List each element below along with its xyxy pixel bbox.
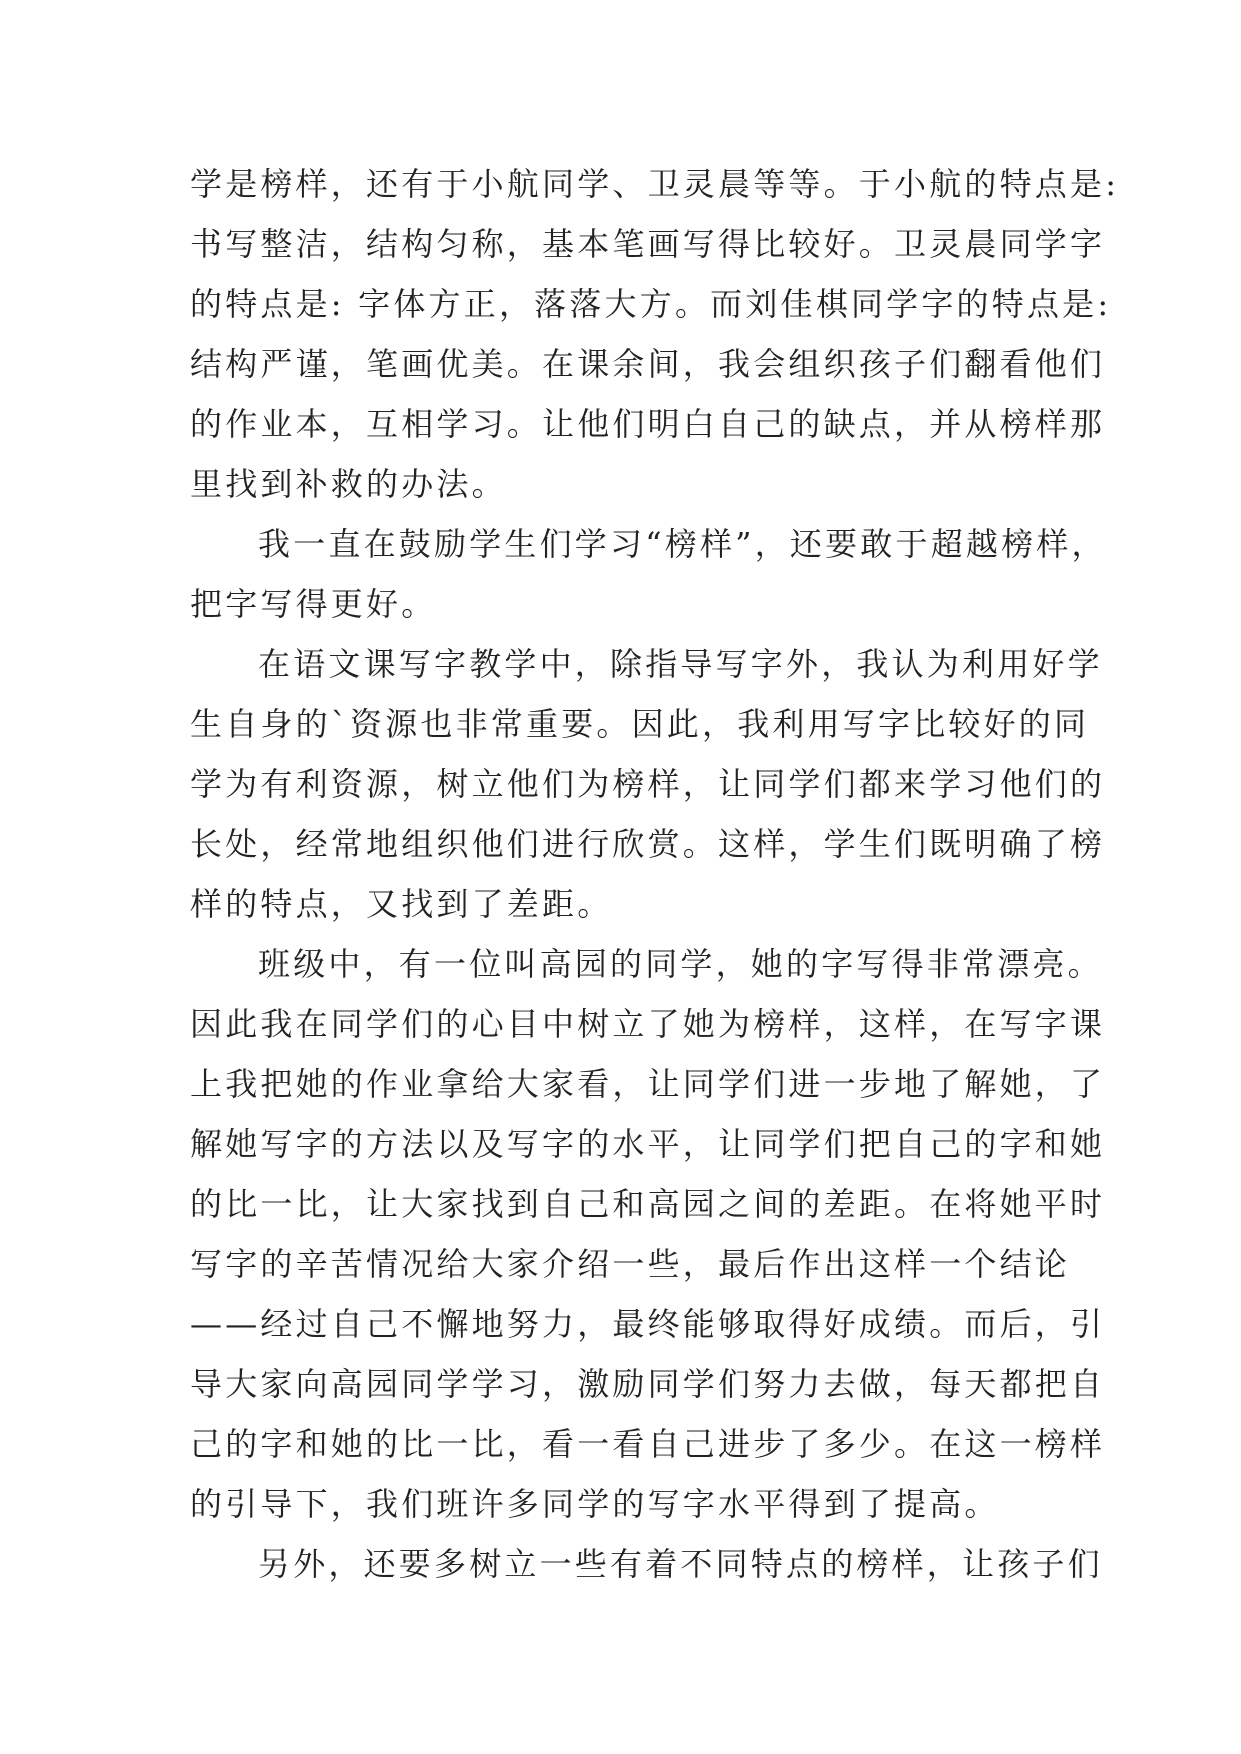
paragraph-first-line: 我一直在鼓励学生们学习“榜样”，还要敢于超越榜样，: [258, 525, 1107, 563]
paragraph-first-line: 另外，还要多树立一些有着不同特点的榜样，让孩子们: [258, 1545, 1103, 1583]
paragraph-first-line: 在语文课写字教学中，除指导写字外，我认为利用好学: [258, 645, 1103, 683]
body-text: [190, 154, 1120, 1594]
text-line: 解她写字的方法以及写字的水平，让同学们把自己的字和她: [190, 1125, 1106, 1163]
text-line: 因此我在同学们的心目中树立了她为榜样，这样，在写字课: [190, 1005, 1106, 1043]
text-line: 学为有利资源，树立他们为榜样，让同学们都来学习他们的: [190, 765, 1106, 803]
text-line: 导大家向高园同学学习，激励同学们努力去做，每天都把自: [190, 1365, 1106, 1403]
text-line: ——经过自己不懈地努力，最终能够取得好成绩。而后，引: [190, 1305, 1106, 1343]
text-line: 的比一比，让大家找到自己和高园之间的差距。在将她平时: [190, 1185, 1106, 1223]
paragraph-first-line: 班级中，有一位叫高园的同学，她的字写得非常漂亮。: [258, 945, 1103, 983]
text-line: 的作业本，互相学习。让他们明白自己的缺点，并从榜样那: [190, 405, 1106, 443]
text-line: 学是榜样，还有于小航同学、卫灵晨等等。于小航的特点是:: [190, 165, 1120, 203]
text-line: 样的特点，又找到了差距。: [190, 885, 613, 923]
text-line: 里找到补救的办法。: [190, 465, 507, 503]
text-line: 长处，经常地组织他们进行欣赏。这样，学生们既明确了榜: [190, 825, 1106, 863]
text-line: 的引导下，我们班许多同学的写字水平得到了提高。: [190, 1485, 1000, 1523]
text-line: 生自身的`资源也非常重要。因此，我利用写字比较好的同: [190, 705, 1090, 743]
text-line: 上我把她的作业拿给大家看，让同学们进一步地了解她，了: [190, 1065, 1106, 1103]
text-line: 写字的辛苦情况给大家介绍一些，最后作出这样一个结论: [190, 1245, 1071, 1283]
text-line: 把字写得更好。: [190, 585, 437, 623]
text-line: 书写整洁，结构匀称，基本笔画写得比较好。卫灵晨同学字: [190, 225, 1106, 263]
text-line: 己的字和她的比一比，看一看自己进步了多少。在这一榜样: [190, 1425, 1106, 1463]
text-line: 的特点是: 字体方正，落落大方。而刘佳棋同学字的特点是:: [190, 285, 1112, 323]
text-line: 结构严谨，笔画优美。在课余间，我会组织孩子们翻看他们: [190, 345, 1106, 383]
